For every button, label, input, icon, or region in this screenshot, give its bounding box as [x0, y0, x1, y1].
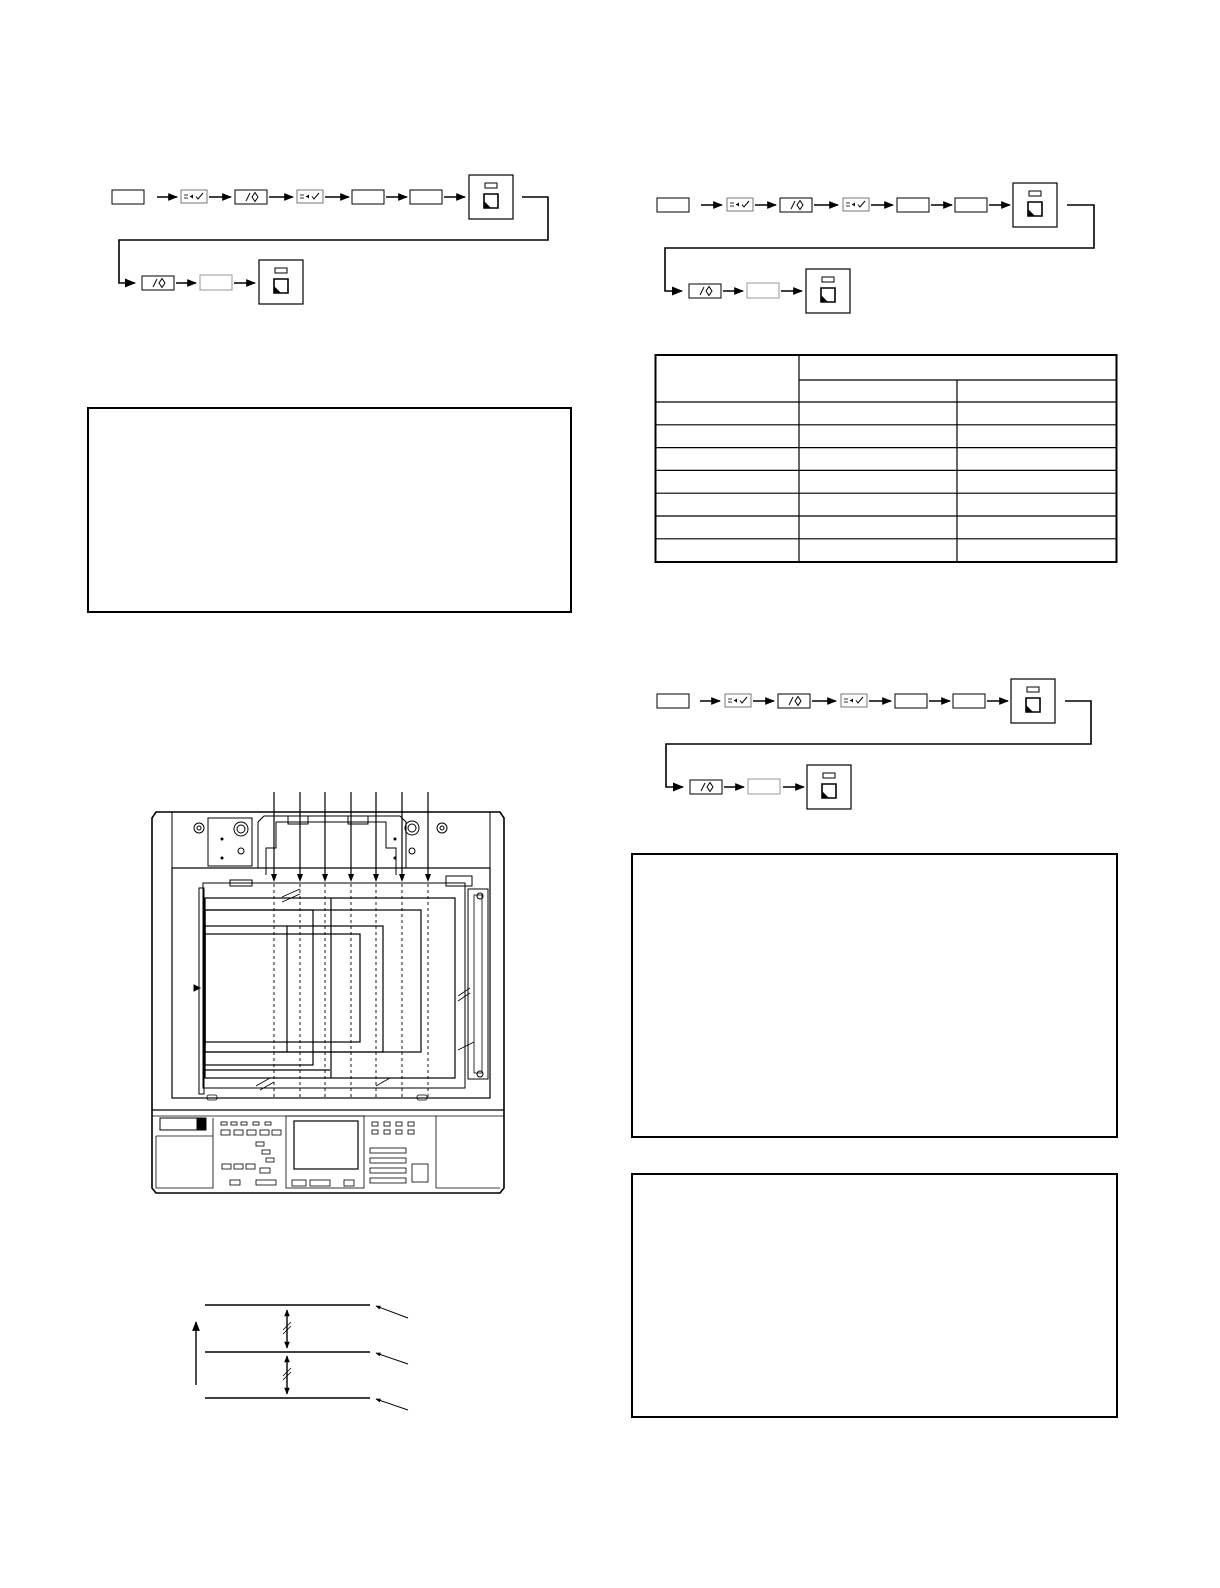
clear-check-icon [181, 190, 207, 203]
zero-diamond-icon [780, 198, 812, 212]
clear-check-icon [841, 694, 867, 707]
key-plain [897, 198, 929, 212]
copy-start-icon [807, 765, 851, 809]
zero-diamond-icon [690, 780, 722, 794]
key-plain [955, 198, 987, 212]
clear-check-icon [843, 198, 869, 211]
copy-start-icon [259, 260, 303, 304]
copy-start-icon [1011, 679, 1055, 723]
sequence-right-middle [657, 679, 1091, 809]
key-blank [747, 283, 779, 298]
key-plain [895, 694, 927, 708]
zero-diamond-icon [142, 276, 174, 290]
key-blank [200, 275, 232, 290]
copy-start-icon [806, 269, 850, 313]
sequence-right-top [657, 183, 1094, 313]
copy-start-icon [469, 175, 513, 219]
copy-start-icon [1013, 183, 1057, 227]
key-plain [410, 190, 442, 204]
pointer-arrowhead [399, 874, 405, 882]
zero-diamond-icon [689, 284, 721, 298]
clear-check-icon [297, 190, 323, 203]
clear-check-icon [727, 198, 753, 211]
data-table [656, 355, 1117, 562]
copier-top-view-diagram [152, 792, 504, 1193]
image-position-diagram [196, 1305, 408, 1410]
sequence-left-top [112, 175, 548, 304]
pointer-arrowhead [373, 874, 379, 882]
pointer-arrowhead [297, 874, 303, 882]
pointer-arrowhead [425, 874, 431, 882]
key-plain [657, 198, 689, 212]
zero-diamond-icon [778, 694, 810, 708]
clear-check-icon [725, 694, 751, 707]
pointer-arrowhead [271, 874, 277, 882]
key-plain [953, 694, 985, 708]
key-plain [112, 190, 144, 204]
zero-diamond-icon [235, 190, 267, 204]
key-blank [748, 779, 780, 794]
pointer-arrowhead [322, 874, 328, 882]
pointer-arrowhead [348, 874, 354, 882]
key-plain [657, 694, 689, 708]
key-plain [352, 190, 384, 204]
